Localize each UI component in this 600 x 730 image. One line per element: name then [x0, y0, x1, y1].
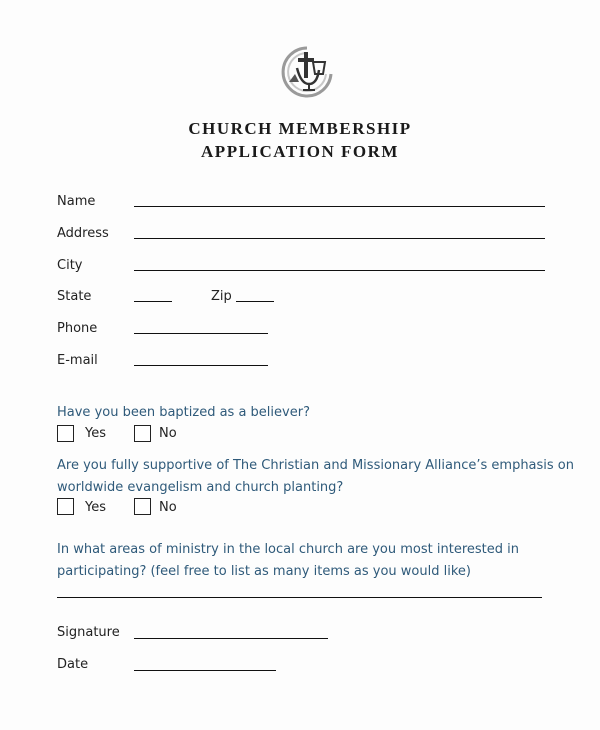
supportive-question-line1: Are you fully supportive of The Christian and Missionary Alliance’s emphasis on	[57, 458, 575, 473]
date-field[interactable]	[134, 670, 276, 671]
baptized-question: Have you been baptized as a believer?	[57, 405, 310, 420]
address-field[interactable]	[134, 238, 545, 239]
email-label: E-mail	[57, 353, 98, 368]
address-label: Address	[57, 226, 109, 241]
zip-label: Zip	[211, 289, 232, 304]
zip-field[interactable]	[236, 301, 274, 302]
form-title-line2: APPLICATION FORM	[201, 142, 399, 161]
baptized-no-checkbox[interactable]	[134, 425, 151, 442]
ministry-question-line2: participating? (feel free to list as many items as you would like)	[57, 564, 471, 579]
city-label: City	[57, 258, 83, 273]
phone-field[interactable]	[134, 333, 268, 334]
name-label: Name	[57, 194, 96, 209]
state-field[interactable]	[134, 301, 172, 302]
supportive-no-checkbox[interactable]	[134, 498, 151, 515]
baptized-yes-label: Yes	[85, 426, 106, 441]
city-field[interactable]	[134, 270, 545, 271]
supportive-yes-checkbox[interactable]	[57, 498, 74, 515]
date-label: Date	[57, 657, 89, 672]
ministry-question-line1: In what areas of ministry in the local church are you most interested in	[57, 542, 519, 557]
supportive-yes-label: Yes	[85, 500, 106, 515]
email-field[interactable]	[134, 365, 268, 366]
signature-field[interactable]	[134, 638, 328, 639]
name-field[interactable]	[134, 206, 545, 207]
baptized-yes-checkbox[interactable]	[57, 425, 74, 442]
signature-label: Signature	[57, 625, 120, 640]
ministry-answer-field[interactable]	[57, 597, 542, 598]
phone-label: Phone	[57, 321, 98, 336]
baptized-no-label: No	[159, 426, 177, 441]
form-title-line1: CHURCH MEMBERSHIP	[188, 119, 412, 138]
supportive-question-line2: worldwide evangelism and church planting?	[57, 480, 344, 495]
church-logo-icon	[279, 44, 335, 100]
state-label: State	[57, 289, 92, 304]
supportive-no-label: No	[159, 500, 177, 515]
